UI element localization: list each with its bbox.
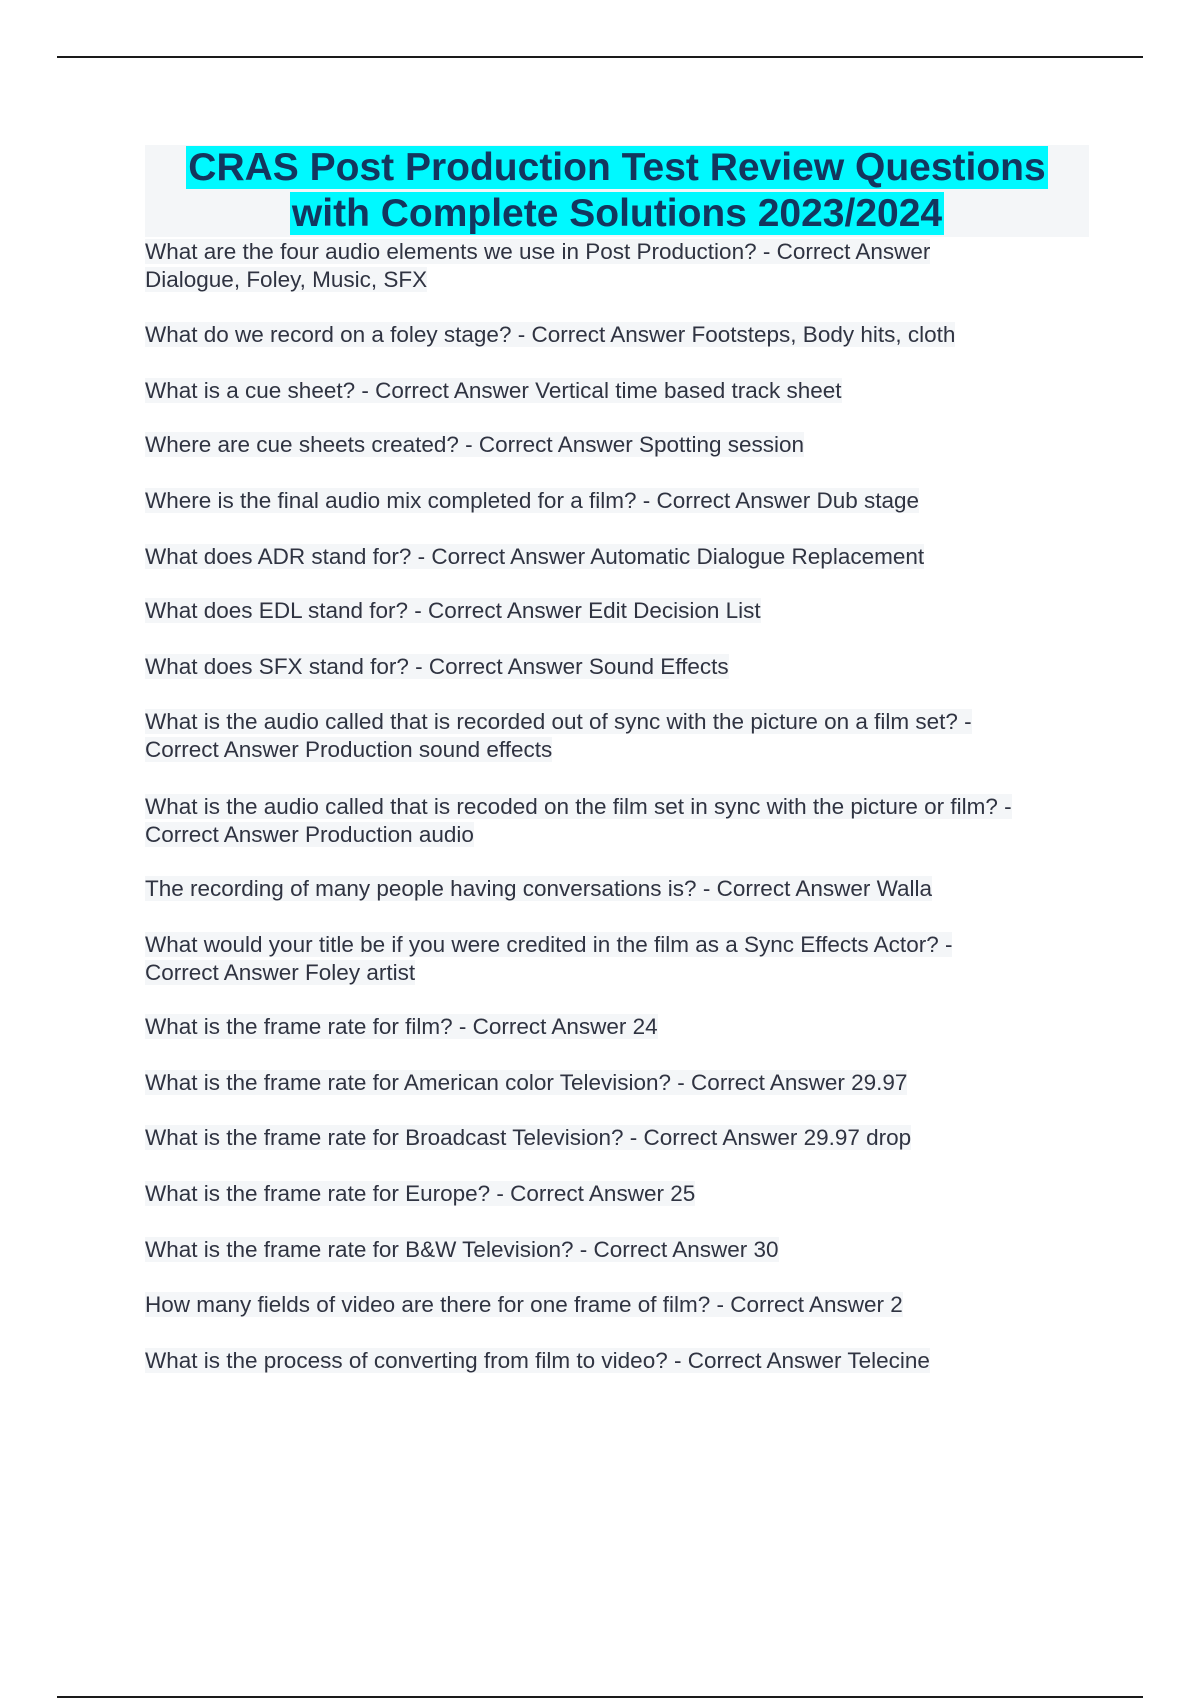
qa-list [145, 238, 1095, 1375]
qa-item-text: Correct Answer Foley artist [145, 960, 416, 985]
qa-item-text: Where are cue sheets created? - Correct Answer Spotting session [145, 432, 805, 457]
title-line-1-text: CRAS Post Production Test Review Questions [188, 146, 1046, 189]
title-line-1 [145, 145, 1089, 191]
qa-item-text: What are the four audio elements we use in Post Production? - Correct Answer [145, 239, 931, 264]
qa-item-text: What is the frame rate for film? - Correct Answer 24 [145, 1014, 658, 1039]
qa-item-text: Correct Answer Production audio [145, 822, 474, 847]
qa-item [145, 793, 1095, 849]
qa-item-text: What is the frame rate for Broadcast Television? - Correct Answer 29.97 drop [145, 1125, 912, 1150]
qa-item-text: What does ADR stand for? - Correct Answer Automatic Dialogue Replacement [145, 544, 925, 569]
bottom-rule [57, 1696, 1143, 1698]
qa-item [145, 238, 1095, 294]
qa-item [145, 431, 1095, 459]
qa-item [145, 708, 1095, 764]
qa-item-text: What do we record on a foley stage? - Correct Answer Footsteps, Body hits, cloth [145, 322, 956, 347]
qa-item [145, 1291, 1095, 1319]
qa-item [145, 543, 1095, 571]
qa-item [145, 377, 1095, 405]
qa-item-text: What is the audio called that is recoded on the film set in sync with the picture or film? - [145, 794, 1012, 819]
qa-item [145, 653, 1095, 681]
qa-item-text: Dialogue, Foley, Music, SFX [145, 267, 428, 292]
qa-item [145, 931, 1095, 987]
qa-item [145, 597, 1095, 625]
qa-item-text: What is the frame rate for Europe? - Correct Answer 25 [145, 1181, 696, 1206]
qa-item-text: What is the frame rate for American color Television? - Correct Answer 29.97 [145, 1070, 908, 1095]
qa-item [145, 1069, 1095, 1097]
qa-item-text: What does SFX stand for? - Correct Answer Sound Effects [145, 654, 729, 679]
qa-item-text: Correct Answer Production sound effects [145, 737, 553, 762]
qa-item-text: What would your title be if you were credited in the film as a Sync Effects Actor? - [145, 932, 953, 957]
qa-item-text: How many fields of video are there for one frame of film? - Correct Answer 2 [145, 1292, 903, 1317]
qa-item-text: The recording of many people having conversations is? - Correct Answer Walla [145, 876, 933, 901]
qa-item-text: What is the audio called that is recorded out of sync with the picture on a film set? - [145, 709, 972, 734]
qa-item [145, 1013, 1095, 1041]
qa-item [145, 487, 1095, 515]
qa-item [145, 1124, 1095, 1152]
title-line-2-text: with Complete Solutions 2023/2024 [291, 192, 943, 235]
qa-item [145, 1236, 1095, 1264]
qa-item-text: What is the frame rate for B&W Television? - Correct Answer 30 [145, 1237, 779, 1262]
qa-item-text: What is the process of converting from film to video? - Correct Answer Telecine [145, 1348, 930, 1373]
qa-item-text: What does EDL stand for? - Correct Answer Edit Decision List [145, 598, 761, 623]
qa-item-text: Where is the final audio mix completed for a film? - Correct Answer Dub stage [145, 488, 920, 513]
qa-item-text: What is a cue sheet? - Correct Answer Vertical time based track sheet [145, 378, 842, 403]
qa-item [145, 1180, 1095, 1208]
qa-item [145, 1347, 1095, 1375]
document-title [145, 145, 1089, 237]
top-rule [57, 56, 1143, 58]
qa-item [145, 875, 1095, 903]
qa-item [145, 321, 1095, 349]
title-line-2 [145, 191, 1089, 237]
